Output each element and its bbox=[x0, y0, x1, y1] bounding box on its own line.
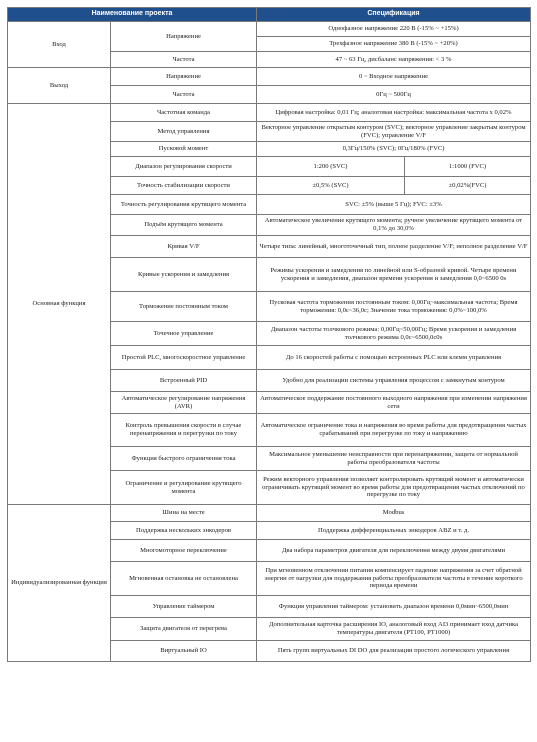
table-row bbox=[8, 104, 531, 122]
spec-value: Modbus bbox=[257, 505, 531, 522]
table-row bbox=[8, 505, 531, 522]
spec-value: 0Гц ~ 500Гц bbox=[257, 86, 531, 104]
param-name: Торможение постоянным током bbox=[111, 292, 257, 322]
table-row bbox=[8, 68, 531, 86]
param-name: Пусковой момент bbox=[111, 142, 257, 157]
spec-value-fvc: 1:1000 (FVC) bbox=[405, 157, 531, 177]
spec-value: Функция управления таймером: установить диапазон времени 0,0мин~6500,0мин bbox=[257, 596, 531, 618]
header-specification: Спецификация bbox=[257, 8, 531, 22]
table-header-row bbox=[8, 8, 531, 22]
param-name: Контроль превышения скорости в случае перенапряжения и перегрузки по току bbox=[111, 414, 257, 447]
spec-value: Векторное управление открытым контуром (SVC); векторное управление закрытым контуром (FVC); управление V/F bbox=[257, 122, 531, 142]
spec-value: Два набора параметров двигателя для переключения между двумя двигателями bbox=[257, 540, 531, 562]
spec-value: Пусковая частота торможения постоянным током: 0,00Гц~максимальная частота; Время торможения: 0,0с~36,0с; Значение тока торможения: 0,0%~100,0% bbox=[257, 292, 531, 322]
param-name: Точность регулирования крутящего момента bbox=[111, 195, 257, 215]
section-custom-function: Индивидуализированная функция bbox=[8, 505, 111, 662]
specification-table bbox=[7, 7, 531, 662]
param-name: Встроенный PID bbox=[111, 370, 257, 392]
param-name: Мгновенная остановка не остановлена bbox=[111, 562, 257, 596]
param-name: Точечное управление bbox=[111, 322, 257, 346]
param-name: Простой PLC, многоскоростное управление bbox=[111, 346, 257, 370]
section-output: Выход bbox=[8, 68, 111, 104]
spec-value: Автоматическое ограничение тока и напряжения во время работы для предотвращения частых срабатываний при перегрузке по току и напряжению bbox=[257, 414, 531, 447]
param-name: Напряжение bbox=[111, 68, 257, 86]
param-name: Напряжение bbox=[111, 22, 257, 52]
spec-value: 47 ~ 63 Гц, дисбаланс напряжения: < 3 % bbox=[257, 52, 531, 68]
param-name: Кривые ускорения и замедления bbox=[111, 258, 257, 292]
param-name: Частота bbox=[111, 52, 257, 68]
spec-value: Трехфазное напряжение 380 В (-15% ~ +20%) bbox=[257, 37, 531, 52]
spec-value: 0,3Гц/150% (SVC); 0Гц/180% (FVC) bbox=[257, 142, 531, 157]
spec-value-svc: 1:200 (SVC) bbox=[257, 157, 405, 177]
param-name: Виртуальный IO bbox=[111, 641, 257, 662]
section-input: Вход bbox=[8, 22, 111, 68]
table-row bbox=[8, 22, 531, 37]
param-name: Многомоторное переключение bbox=[111, 540, 257, 562]
spec-value: Дополнительная карточка расширения IO, аналоговый вход AI3 принимает вход датчика температуры двигателя (PT100, PT1000) bbox=[257, 618, 531, 641]
param-name: Защита двигателя от перегрева bbox=[111, 618, 257, 641]
section-main-function: Основная функция bbox=[8, 104, 111, 505]
param-name: Частотная команда bbox=[111, 104, 257, 122]
param-name: Подъём крутящего момента bbox=[111, 215, 257, 236]
spec-value: SVC: ±5% (выше 5 Гц); FVC: ±3% bbox=[257, 195, 531, 215]
spec-value: До 16 скоростей работы с помощью встроенных PLC или клемм управления bbox=[257, 346, 531, 370]
param-name: Метод управления bbox=[111, 122, 257, 142]
spec-value: Поддержка дифференциальных энкодеров ABZ и т. д. bbox=[257, 522, 531, 540]
param-name: Шина на месте bbox=[111, 505, 257, 522]
param-name: Поддержка нескольких энкодеров bbox=[111, 522, 257, 540]
param-name: Диапазон регулирования скорости bbox=[111, 157, 257, 177]
spec-value: Автоматическое увеличение крутящего момента; ручное увеличение крутящего момента от 0,1% до 30,0% bbox=[257, 215, 531, 236]
param-name: Функция быстрого ограничения тока bbox=[111, 447, 257, 471]
param-name: Ограничение и регулирование крутящего момента bbox=[111, 471, 257, 505]
spec-value: При мгновенном отключении питания компенсирует падение напряжения за счет обратной энергии от нагрузки для поддержания работы преобразователя частоты в течение короткого периода времени bbox=[257, 562, 531, 596]
spec-value: Диапазон частоты толчкового режима: 0,00Гц~50,00Гц; Время ускорения и замедления толчкового режима 0,0с~6500,0с0s bbox=[257, 322, 531, 346]
spec-value: Удобно для реализации системы управления процессом с замкнутым контуром bbox=[257, 370, 531, 392]
spec-value: Цифровая настройка: 0,01 Гц; аналоговая настройка: максимальная частота x 0,02% bbox=[257, 104, 531, 122]
spec-value-svc: ±0,5% (SVC) bbox=[257, 177, 405, 195]
param-name: Точность стабилизации скорости bbox=[111, 177, 257, 195]
spec-value: Автоматическое поддержание постоянного выходного напряжения при изменении напряжения сети bbox=[257, 392, 531, 414]
param-name: Кривая V/F bbox=[111, 236, 257, 258]
spec-value: Пять групп виртуальных DI DO для реализации простого логического управления bbox=[257, 641, 531, 662]
param-name: Частота bbox=[111, 86, 257, 104]
spec-value: Максимальное уменьшение неисправности при перенапряжении, защита от нормальной работы преобразователя частоты bbox=[257, 447, 531, 471]
param-name: Автоматическое регулирование напряжения (AVR) bbox=[111, 392, 257, 414]
spec-value-fvc: ±0,02%(FVC) bbox=[405, 177, 531, 195]
spec-value: Режимы ускорения и замедления по линейной или S-образной кривой. Четыре времени ускорения и замедления, диапазон времени ускорения и замедления 0,0~6500 0s bbox=[257, 258, 531, 292]
spec-value: Четыре типа: линейный, многоточечный тип, полное разделение V/F; неполное разделение V/F bbox=[257, 236, 531, 258]
header-project-name: Наименование проекта bbox=[8, 8, 257, 22]
param-name: Управление таймером bbox=[111, 596, 257, 618]
spec-value: Режим векторного управления позволяет контролировать крутящий момент и автоматически ограничивать крутящий момент во время работы для предотвращения частых отключений по перегрузке по току bbox=[257, 471, 531, 505]
spec-value: Однофазное напряжение 220 В (-15% ~ +15%) bbox=[257, 22, 531, 37]
spec-value: 0 ~ Входное напряжение bbox=[257, 68, 531, 86]
